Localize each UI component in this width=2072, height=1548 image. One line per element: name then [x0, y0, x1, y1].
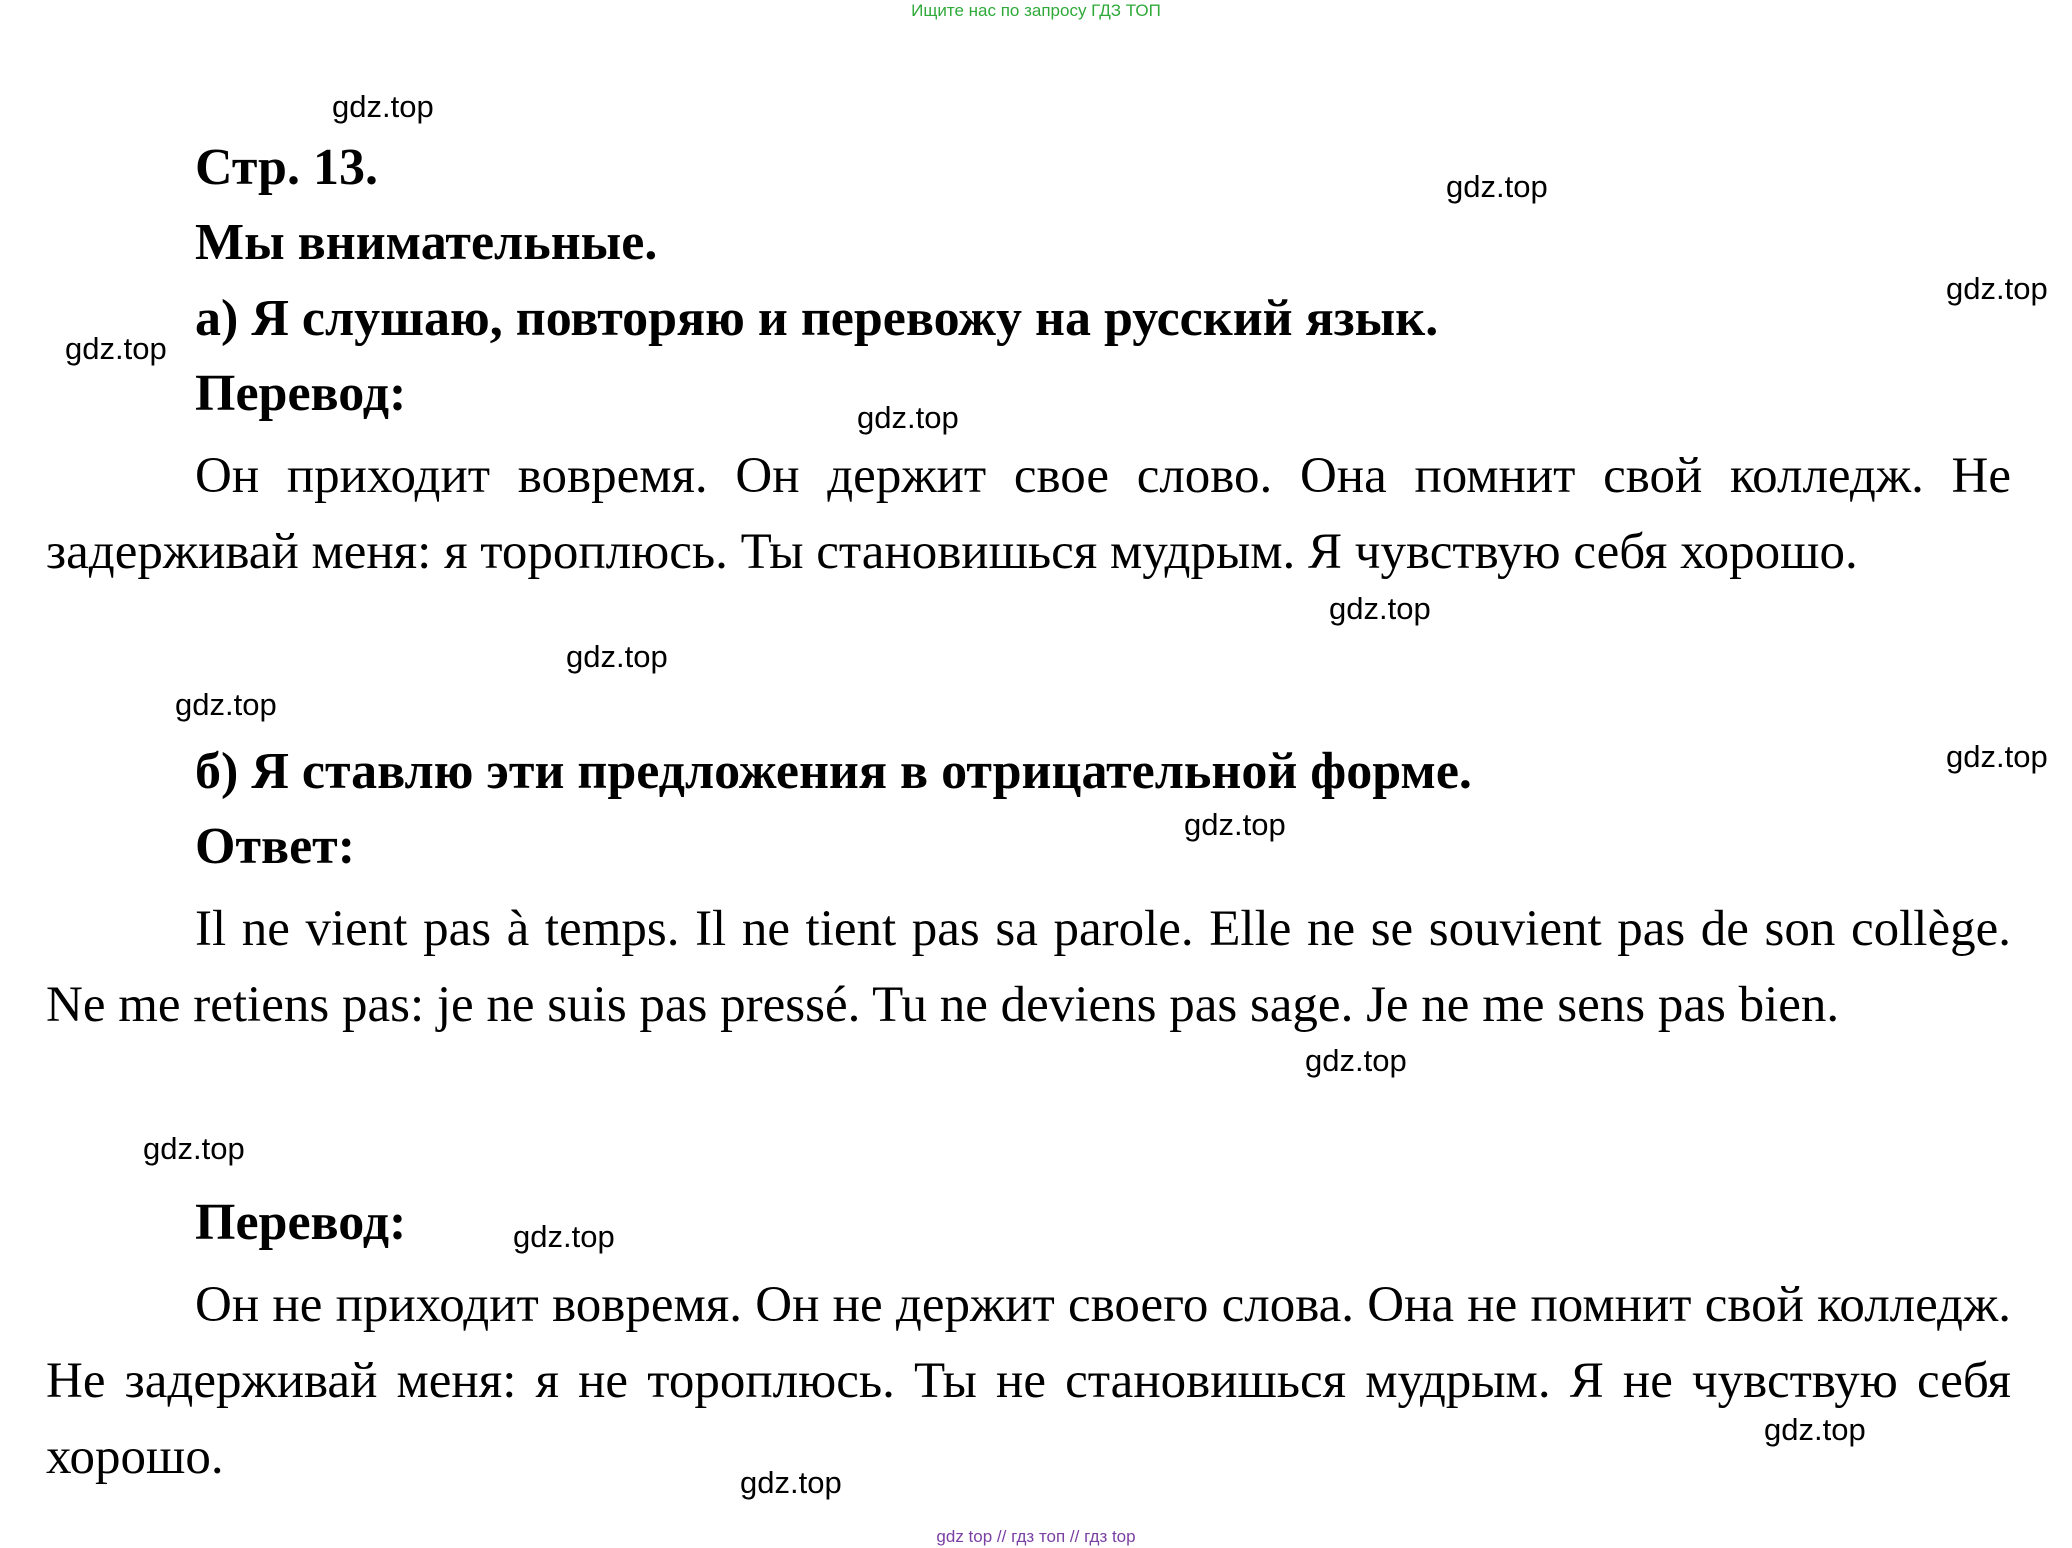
watermark: gdz.top	[1946, 271, 2048, 306]
translation-label-2: Перевод:	[195, 1194, 407, 1251]
watermark: gdz.top	[566, 639, 668, 674]
watermark: gdz.top	[143, 1131, 245, 1166]
watermark: gdz.top	[1184, 807, 1286, 842]
task-a-heading: а) Я слушаю, повторяю и перевожу на русский язык.	[195, 290, 1439, 347]
watermark: gdz.top	[175, 687, 277, 722]
answer-paragraph: Il ne vient pas à temps. Il ne tient pas sa parole. Elle ne se souvient pas de son collège. Ne me retiens pas: je ne suis pas pressé. Tu ne deviens pas sage. Je ne me sens pas bien.	[46, 901, 2011, 1033]
watermark: gdz.top	[1446, 169, 1548, 204]
top-banner: Ищите нас по запросу ГДЗ ТОП	[911, 1, 1161, 20]
translation-paragraph-2: Он не приходит вовремя. Он не держит своего слова. Она не помнит свой колледж. Не задерживай меня: я не тороплюсь. Ты не становишься мудрым. Я не чувствую себя хорошо.	[46, 1277, 2011, 1485]
answer-label: Ответ:	[195, 818, 356, 875]
watermark: gdz.top	[1329, 591, 1431, 626]
watermark: gdz.top	[1305, 1043, 1407, 1078]
watermark: gdz.top	[1764, 1412, 1866, 1447]
watermark: gdz.top	[513, 1219, 615, 1254]
section-title: Мы внимательные.	[195, 214, 658, 271]
watermark: gdz.top	[740, 1465, 842, 1500]
watermark: gdz.top	[332, 89, 434, 124]
page-number: Стр. 13.	[195, 139, 378, 196]
translation-label-1: Перевод:	[195, 365, 407, 422]
watermark: gdz.top	[857, 400, 959, 435]
watermark: gdz.top	[1946, 739, 2048, 774]
watermark: gdz.top	[65, 331, 167, 366]
translation-paragraph-1: Он приходит вовремя. Он держит свое слово. Она помнит свой колледж. Не задерживай меня: я тороплюсь. Ты становишься мудрым. Я чувствую себя хорошо.	[46, 448, 2011, 580]
bottom-banner: gdz top // гдз топ // гдз top	[936, 1527, 1136, 1546]
task-b-heading: б) Я ставлю эти предложения в отрицательной форме.	[195, 743, 1472, 800]
